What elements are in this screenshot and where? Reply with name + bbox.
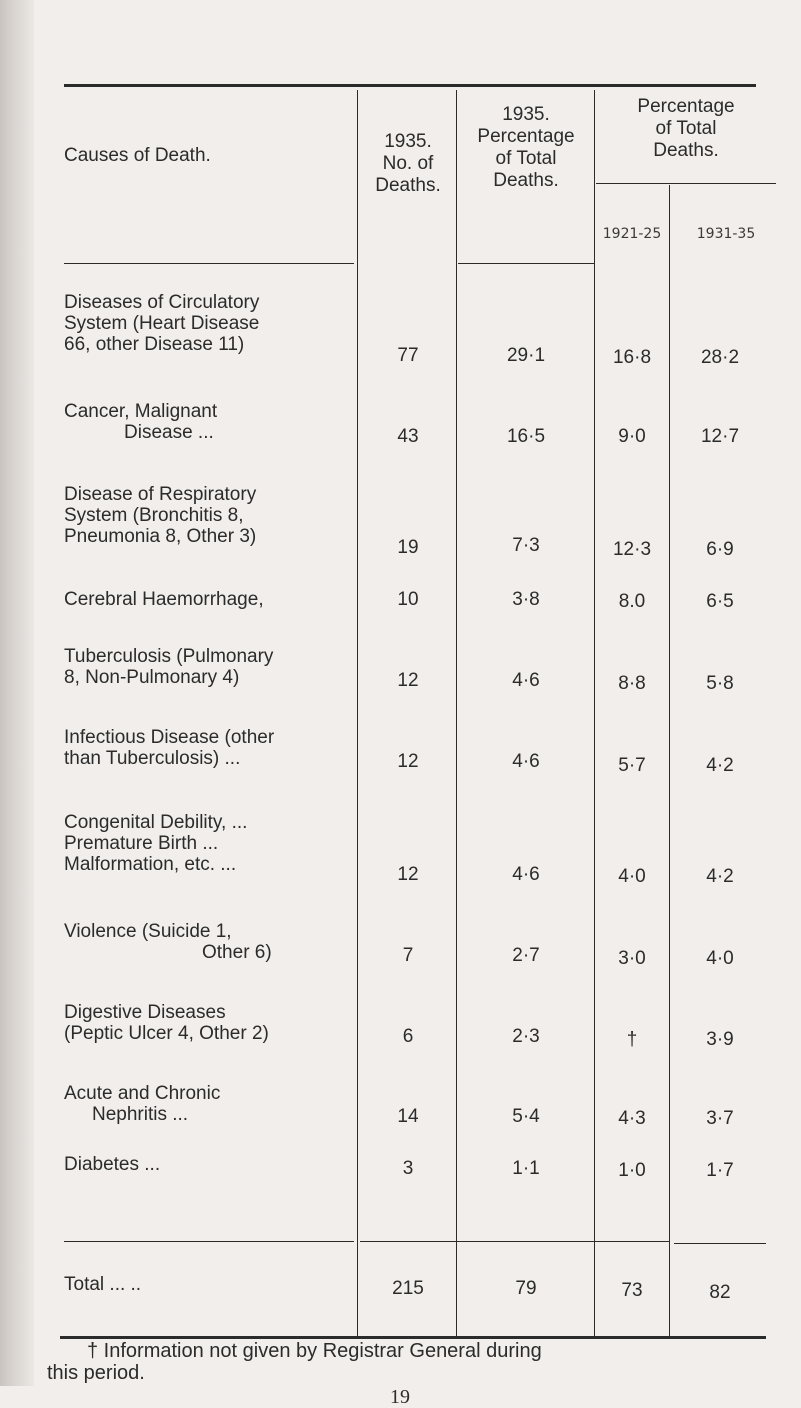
row-pct-1931-35: 1·7 (706, 1160, 734, 1181)
header-rule-left (64, 263, 354, 264)
row-pct-1931-35: 28·2 (700, 347, 740, 368)
bottom-rule (60, 1336, 766, 1339)
header-percentage-total: Percentage of Total Deaths. (637, 96, 735, 161)
row-pct-1931-35: 5·8 (706, 673, 734, 694)
row-label: Cerebral Haemorrhage, (64, 589, 264, 610)
row-label: Diseases of Circulatory System (Heart Disease 66, other Disease 11) (64, 292, 260, 355)
total-pct-1921-25: 73 (621, 1280, 643, 1301)
page-number: 19 (390, 1386, 410, 1408)
col-divider-1 (357, 90, 358, 1336)
row-label: Congenital Debility, ... Premature Birth ... Malformation, etc. ... (64, 812, 248, 875)
header-deaths: 1935. No. of Deaths. (375, 131, 441, 196)
top-rule (64, 84, 756, 87)
total-pct-1931-35: 82 (709, 1282, 731, 1303)
row-deaths: 14 (397, 1106, 419, 1127)
row-pct-1931-35: 6·5 (706, 591, 734, 612)
total-rule-left (64, 1241, 354, 1242)
row-pct-1921-25: 16·8 (612, 347, 652, 368)
row-label: Violence (Suicide 1, Other 6) (64, 921, 272, 963)
total-rule-right (674, 1243, 766, 1244)
row-pct-1921-25: 4·0 (618, 866, 646, 887)
header-percentage: 1935. Percentage of Total Deaths. (477, 104, 575, 191)
row-pct-1921-25: 8.0 (618, 591, 646, 612)
row-pct-1931-35: 4·2 (706, 866, 734, 887)
row-pct-1921-25: 9·0 (618, 426, 646, 447)
row-percentage: 7·3 (512, 535, 540, 556)
subheader-rule (596, 183, 776, 184)
row-pct-1921-25: 8·8 (618, 673, 646, 694)
row-percentage: 5·4 (512, 1106, 540, 1127)
row-deaths: 12 (397, 670, 419, 691)
row-pct-1931-35: 4·0 (706, 948, 734, 969)
subheader-1931-35: 1931-35 (696, 226, 756, 242)
total-deaths: 215 (392, 1278, 424, 1299)
header-causes: Causes of Death. (64, 145, 211, 166)
total-percentage: 79 (515, 1278, 537, 1299)
col-divider-2 (456, 90, 457, 1336)
row-percentage: 4·6 (512, 751, 540, 772)
row-pct-1921-25: 12·3 (612, 539, 652, 560)
row-deaths: 12 (397, 751, 419, 772)
row-pct-1931-35: 3·9 (706, 1029, 734, 1050)
subheader-1921-25: 1921-25 (602, 226, 662, 242)
row-percentage: 2·3 (512, 1026, 540, 1047)
row-label: Acute and Chronic Nephritis ... (64, 1083, 221, 1125)
row-pct-1921-25: 1·0 (618, 1160, 646, 1181)
row-pct-1921-25: 4·3 (618, 1108, 646, 1129)
row-label: Disease of Respiratory System (Bronchitis 8, Pneumonia 8, Other 3) (64, 484, 257, 547)
col-divider-3 (594, 90, 595, 1336)
header-rule-mid (458, 263, 594, 264)
row-deaths: 6 (402, 1026, 414, 1047)
row-percentage: 4·6 (512, 670, 540, 691)
row-pct-1921-25: 5·7 (618, 755, 646, 776)
row-label: Infectious Disease (other than Tuberculosis) ... (64, 727, 275, 769)
row-deaths: 77 (397, 345, 419, 366)
row-pct-1931-35: 4·2 (706, 755, 734, 776)
row-label: Cancer, Malignant Disease ... (64, 401, 218, 443)
row-percentage: 2·7 (512, 945, 540, 966)
row-deaths: 3 (402, 1158, 414, 1179)
row-deaths: 12 (397, 864, 419, 885)
row-pct-1931-35: 6·9 (706, 539, 734, 560)
total-label: Total ... .. (64, 1274, 142, 1295)
row-percentage: 16·5 (506, 426, 546, 447)
row-percentage: 1·1 (512, 1158, 540, 1179)
total-rule-mid (360, 1241, 670, 1242)
row-pct-1931-35: 3·7 (706, 1108, 734, 1129)
row-deaths: 10 (397, 589, 419, 610)
row-pct-1921-25: 3·0 (618, 948, 646, 969)
footnote: † Information not given by Registrar General during this period. (47, 1340, 542, 1384)
row-deaths: 43 (397, 426, 419, 447)
row-percentage: 3·8 (512, 589, 540, 610)
row-label: Tuberculosis (Pulmonary 8, Non-Pulmonary 4) (64, 646, 274, 688)
row-pct-1921-25: † (626, 1029, 638, 1050)
row-deaths: 19 (397, 537, 419, 558)
row-pct-1931-35: 12·7 (700, 426, 740, 447)
row-deaths: 7 (402, 945, 414, 966)
row-percentage: 4·6 (512, 864, 540, 885)
row-label: Digestive Diseases (Peptic Ulcer 4, Other 2) (64, 1002, 269, 1044)
row-label: Diabetes ... (64, 1154, 161, 1175)
row-percentage: 29·1 (506, 345, 546, 366)
